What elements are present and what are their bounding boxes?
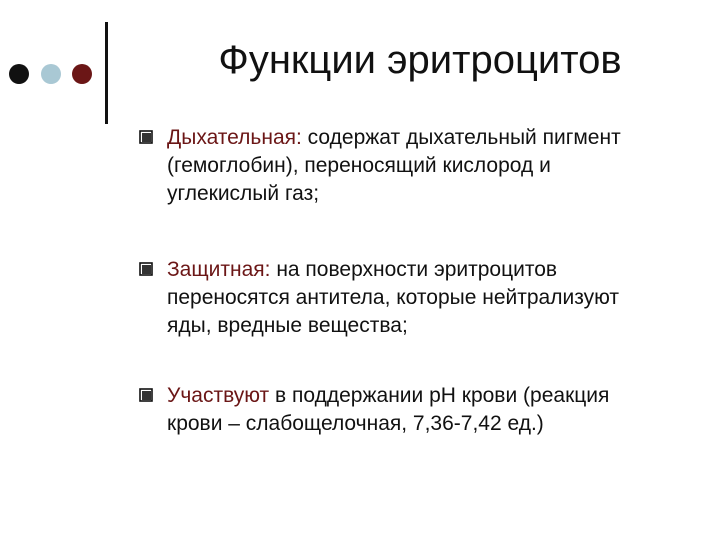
list-item-description: на поверхности эритроцитов переносятся антитела, которые нейтрализуют яды, вредные вещества; (167, 258, 619, 337)
vertical-divider (105, 22, 108, 124)
list-item-text (167, 382, 667, 438)
checkbox-bullet-icon (139, 388, 153, 402)
decor-dot-dark (9, 64, 29, 84)
list-item-text (167, 124, 667, 208)
list-item-description: в поддержании рН крови (реакция крови – слабощелочная, 7,36-7,42 ед.) (167, 384, 610, 435)
decor-dot-red (72, 64, 92, 84)
list-item-term: Защитная: (167, 258, 271, 281)
checkbox-bullet-icon (139, 262, 153, 276)
decor-dot-light (41, 64, 61, 84)
list-item-term: Участвуют (167, 384, 270, 407)
list-item-term: Дыхательная: (167, 126, 302, 149)
checkbox-bullet-icon (139, 130, 153, 144)
slide-title: Функции эритроцитов (218, 38, 622, 82)
list-item-text (167, 256, 667, 340)
list-item-description: содержат дыхательный пигмент (гемоглобин), переносящий кислород и углекислый газ; (167, 126, 621, 205)
